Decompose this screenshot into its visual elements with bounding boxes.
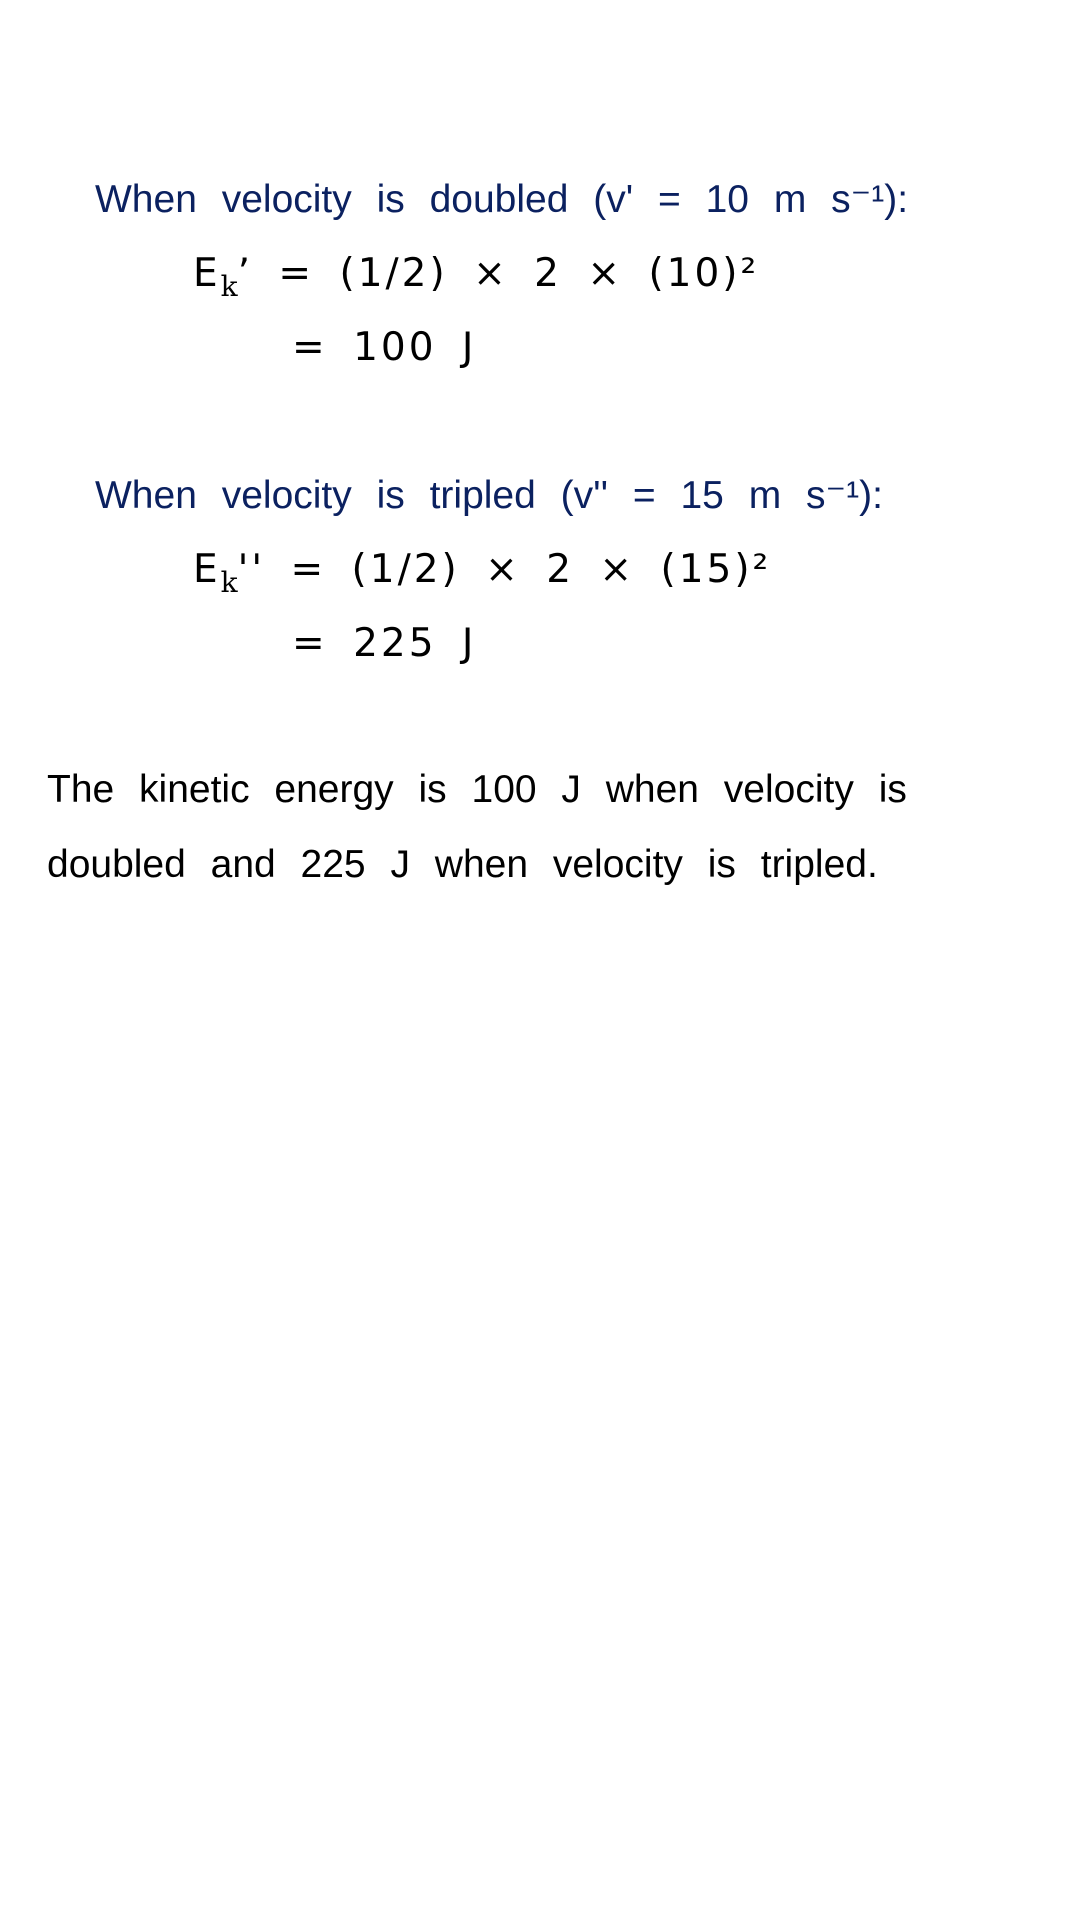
kinetic-energy-symbol: E [193,251,221,296]
prime-mark: ’ [237,251,254,296]
kinetic-energy-symbol: E [193,547,221,592]
conclusion-line-1: The kinetic energy is 100 J when velocity is [47,768,907,811]
equation-expression: = (1/2) × 2 × (15)² [265,547,772,592]
tripled-equation-line-1 [193,547,772,599]
doubled-equation-line-1 [193,251,760,303]
tripled-equation-result: = 225 J [292,621,477,666]
double-prime-mark: '' [237,547,266,592]
kinetic-energy-subscript: k [220,566,238,599]
doubled-equation-result: = 100 J [292,325,477,370]
tripled-heading: When velocity is tripled (v'' = 15 m s⁻¹): [95,474,883,517]
doubled-heading: When velocity is doubled (v' = 10 m s⁻¹): [95,178,909,221]
conclusion-line-2: doubled and 225 J when velocity is tripled. [47,843,878,886]
kinetic-energy-subscript: k [220,270,238,303]
equation-expression: = (1/2) × 2 × (10)² [253,251,760,296]
